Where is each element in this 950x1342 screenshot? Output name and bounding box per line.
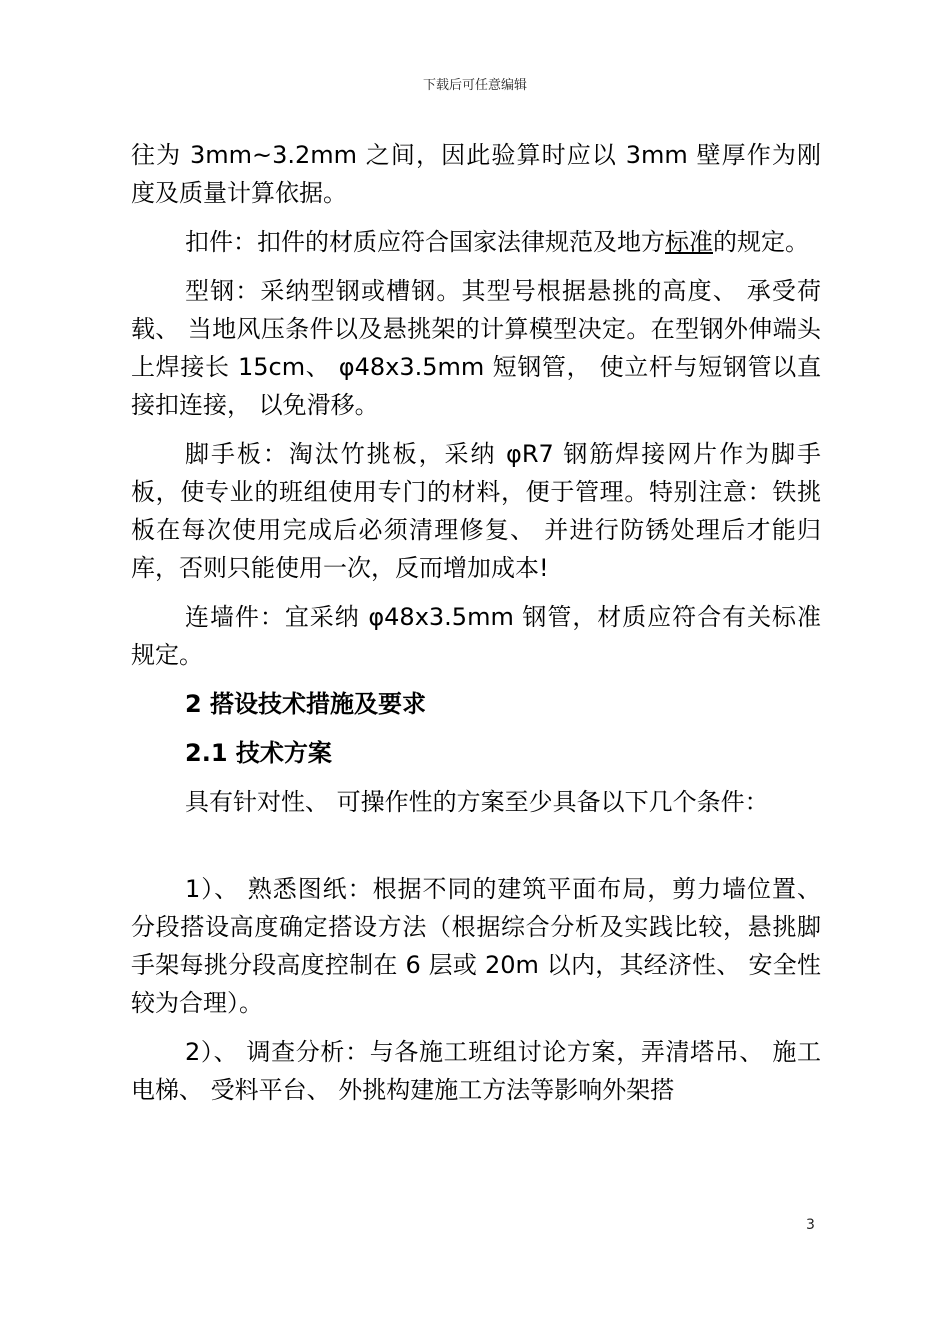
paragraph-condition-2: 2）、 调查分析：与各施工班组讨论方案，弄清塔吊、 施工电梯、 受料平台、 外挑构建施工方法等影响外架搭 xyxy=(131,1038,821,1104)
blank-line xyxy=(131,832,821,870)
paragraph-fasteners-tail: 的规定。 xyxy=(713,228,809,256)
paragraph-section-steel: 型钢：采纳型钢或槽钢。其型号根据悬挑的高度、 承受荷载、 当地风压条件以及悬挑架的计算模型决定。在型钢外伸端头上焊接长 15cm、 φ48x3.5mm 短钢管， 使立杆与短钢管以直接扣连接， 以免滑移。 xyxy=(131,277,821,419)
paragraph-fasteners xyxy=(131,223,821,261)
document-body xyxy=(131,136,821,1120)
paragraph-wall-ties: 连墙件：宜采纳 φ48x3.5mm 钢管，材质应符合有关标准规定。 xyxy=(131,603,821,669)
section-heading-2-1: 2.1 技术方案 xyxy=(185,739,332,767)
paragraph-steel-pipe-thickness: 往为 3mm~3.2mm 之间，因此验算时应以 3mm 壁厚作为刚度及质量计算依据。 xyxy=(131,141,821,207)
section-heading-2: 2 搭设技术措施及要求 xyxy=(185,690,427,718)
paragraph-fasteners-text: 扣件：扣件的材质应符合国家法律规范及地方 xyxy=(185,228,665,256)
paragraph-condition-1: 1）、 熟悉图纸：根据不同的建筑平面布局，剪力墙位置、 分段搭设高度确定搭设方法（根据综合分析及实践比较，悬挑脚手架每挑分段高度控制在 6 层或 20m 以内，其经济性、 安全性较为合理）。 xyxy=(131,875,821,1017)
paragraph-scaffold-board: 脚手板：淘汰竹挑板，采纳 φR7 钢筋焊接网片作为脚手板，使专业的班组使用专门的材料，便于管理。特别注意：铁挑板在每次使用完成后必须清理修复、 并进行防锈处理后才能归库，否则只能使用一次，反而增加成本! xyxy=(131,440,821,582)
paragraph-plan-conditions: 具有针对性、 可操作性的方案至少具备以下几个条件： xyxy=(185,788,769,816)
page-header: 下载后可任意编辑 xyxy=(422,78,527,93)
standard-link[interactable]: 标准 xyxy=(665,228,713,256)
page-number: 3 xyxy=(806,1217,815,1233)
